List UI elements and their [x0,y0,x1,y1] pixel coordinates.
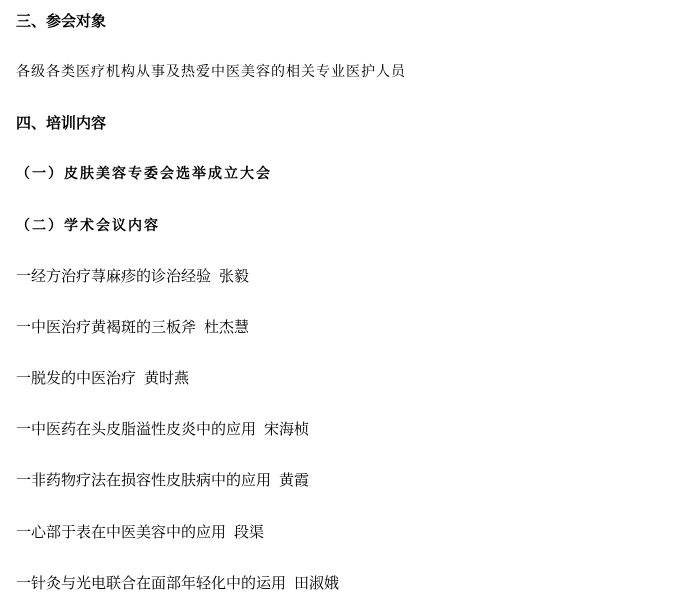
list-item [16,266,249,286]
list-item [16,522,264,542]
topic-text: 一中医药在头皮脂溢性皮炎中的应用 [16,420,257,438]
topic-text: 一针灸与光电联合在面部年轻化中的运用 [16,574,287,592]
speaker-name: 田淑娥 [294,574,340,592]
speaker-name: 黄霞 [279,471,310,489]
topic-text: 一中医治疗黄褐斑的三板斧 [16,318,197,336]
speaker-name: 段渠 [234,523,265,541]
speaker-name: 张毅 [219,267,250,285]
section-heading-training-content: 四、培训内容 [16,114,107,132]
list-item [16,573,339,593]
list-item [16,317,249,337]
section-heading-attendees: 三、参会对象 [16,12,107,30]
topic-text: 一经方治疗荨麻疹的诊治经验 [16,267,212,285]
speaker-name: 宋海桢 [264,420,310,438]
topic-text: 一心部于表在中医美容中的应用 [16,523,227,541]
topic-text: 一非药物疗法在损容性皮肤病中的应用 [16,471,272,489]
list-item [16,470,309,490]
subheading-committee-election: （一）皮肤美容专委会选举成立大会 [16,166,272,182]
attendees-description: 各级各类医疗机构从事及热爱中医美容的相关专业医护人员 [16,64,406,80]
topic-text: 一脱发的中医治疗 [16,369,137,387]
speaker-name: 黄时燕 [144,369,190,387]
list-item [16,368,189,388]
list-item [16,419,309,439]
speaker-name: 杜杰慧 [204,318,250,336]
subheading-academic-content: （二）学术会议内容 [16,218,160,234]
